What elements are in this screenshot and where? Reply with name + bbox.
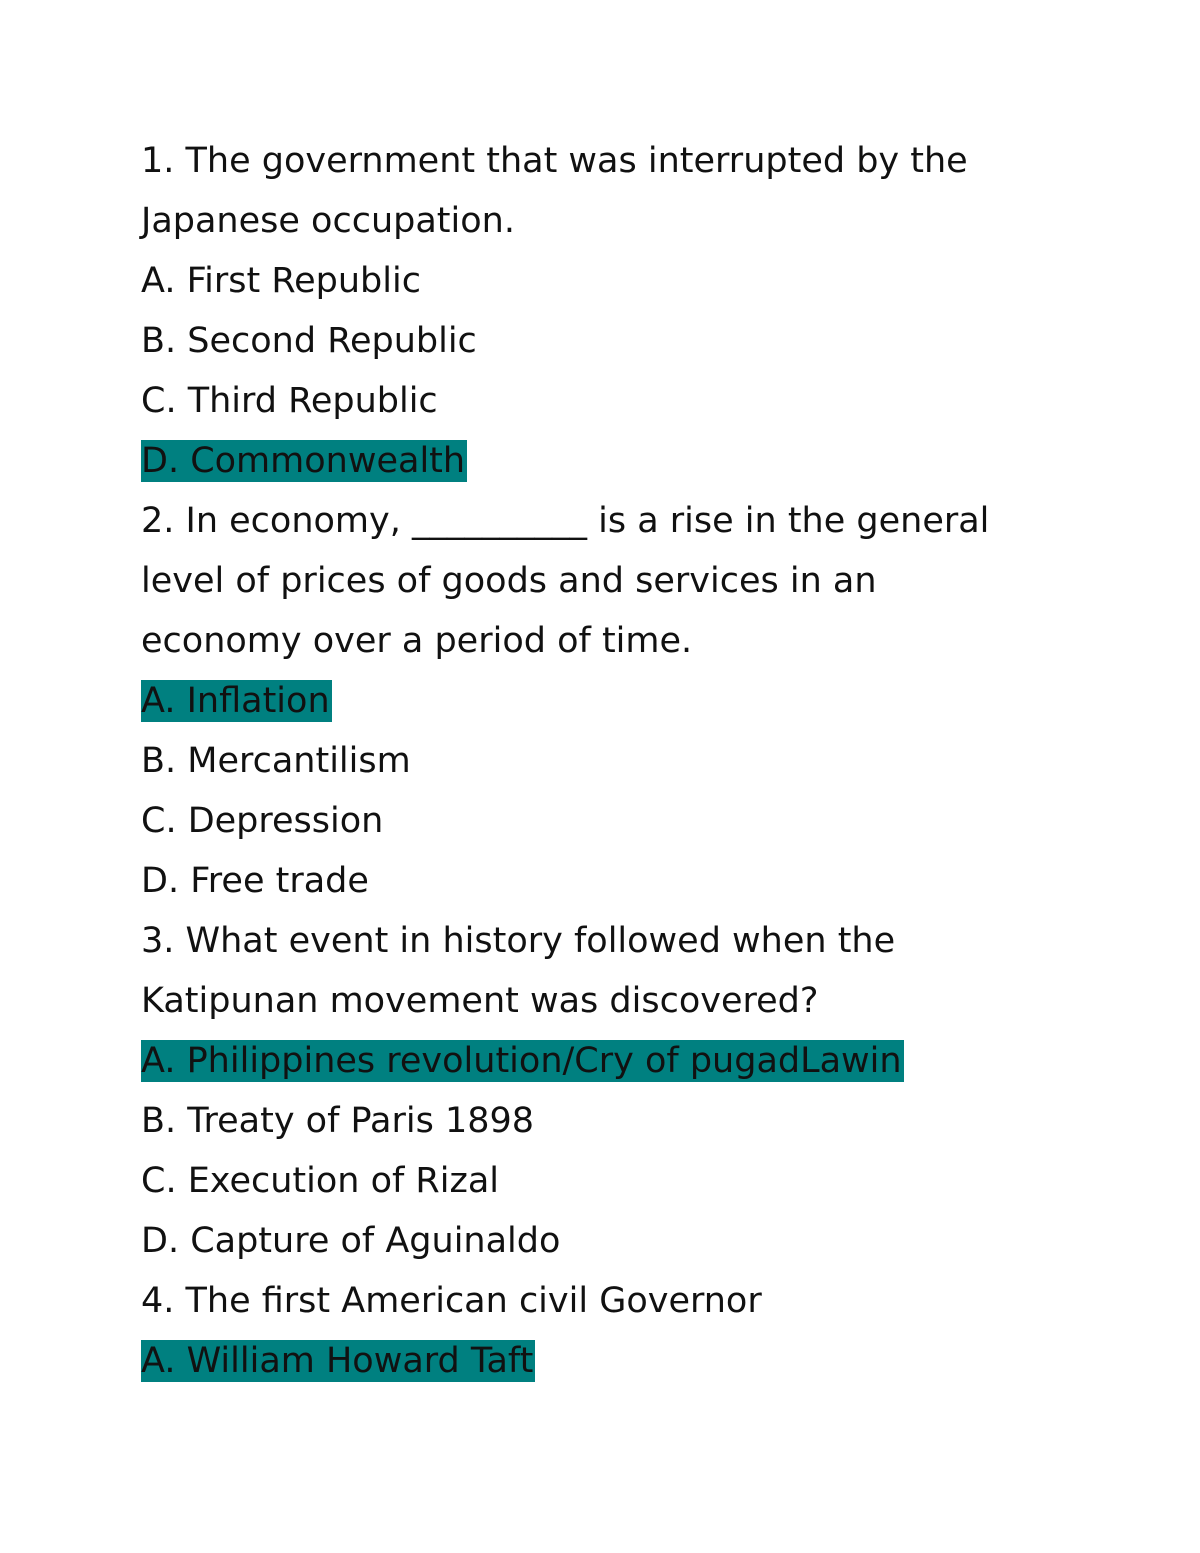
question-2 xyxy=(141,491,1061,911)
question-3 xyxy=(141,911,1061,1271)
option-b xyxy=(141,731,1061,791)
option-d xyxy=(141,1211,1061,1271)
option-c xyxy=(141,371,1061,431)
option-a-answer xyxy=(141,671,1061,731)
option-b xyxy=(141,1091,1061,1151)
option-d-answer xyxy=(141,431,1061,491)
option-a xyxy=(141,251,1061,311)
option-text: D. Free trade xyxy=(141,861,369,901)
highlighted-answer: D. Commonwealth xyxy=(141,441,466,481)
option-text: B. Treaty of Paris 1898 xyxy=(141,1101,535,1141)
option-a-answer xyxy=(141,1331,1061,1391)
option-text: B. Second Republic xyxy=(141,321,477,361)
option-b xyxy=(141,311,1061,371)
option-text: B. Mercantilism xyxy=(141,741,411,781)
highlighted-answer: A. Inflation xyxy=(141,681,330,721)
option-text: D. Capture of Aguinaldo xyxy=(141,1221,561,1261)
question-4 xyxy=(141,1271,1061,1391)
option-text: C. Depression xyxy=(141,801,384,841)
question-text-line: 3. What event in history followed when the xyxy=(141,921,896,961)
highlighted-answer: A. Philippines revolution/Cry of pugadLawin xyxy=(141,1041,902,1081)
highlighted-answer: A. William Howard Taft xyxy=(141,1341,534,1381)
option-a-answer xyxy=(141,1031,1061,1091)
question-text-line: Japanese occupation. xyxy=(141,201,515,241)
question-text-line: level of prices of goods and services in an xyxy=(141,561,877,601)
option-text: C. Execution of Rizal xyxy=(141,1161,500,1201)
quiz-document xyxy=(141,131,1061,1391)
question-text-line: 2. In economy, __________ is a rise in the general xyxy=(141,501,990,541)
option-c xyxy=(141,791,1061,851)
question-1 xyxy=(141,131,1061,491)
question-text-line: 4. The first American civil Governor xyxy=(141,1281,762,1321)
option-text: C. Third Republic xyxy=(141,381,438,421)
option-text: A. First Republic xyxy=(141,261,421,301)
option-c xyxy=(141,1151,1061,1211)
question-text-line: 1. The government that was interrupted by the xyxy=(141,141,968,181)
question-text-line: economy over a period of time. xyxy=(141,621,693,661)
option-d xyxy=(141,851,1061,911)
question-text-line: Katipunan movement was discovered? xyxy=(141,981,819,1021)
